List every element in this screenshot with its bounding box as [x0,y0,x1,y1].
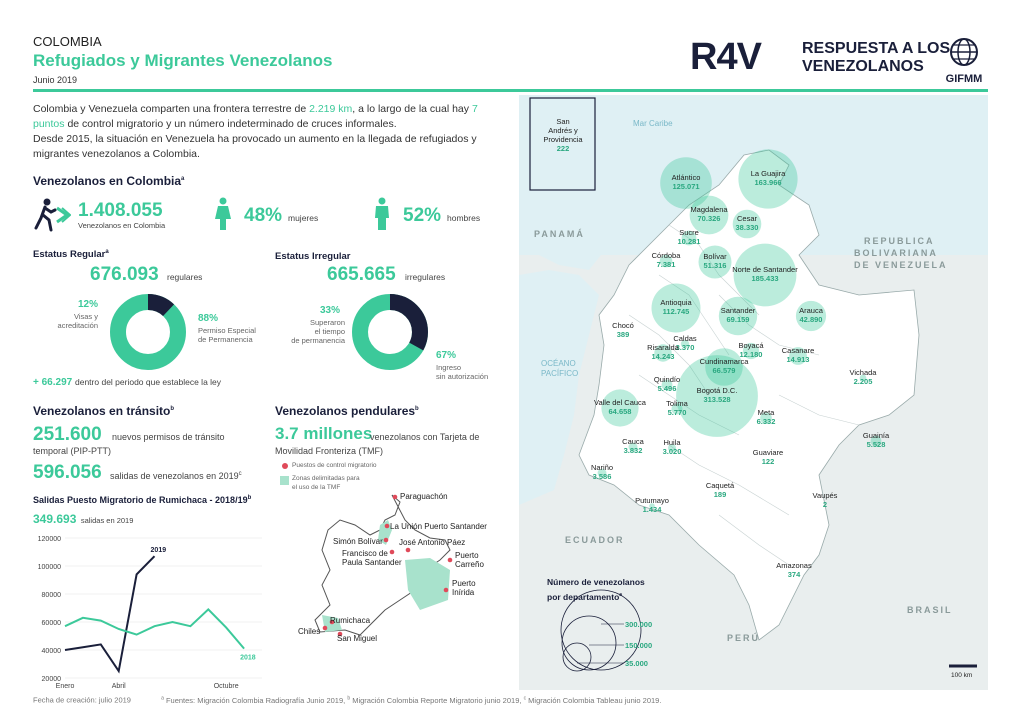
legend-value-large: 300.000 [625,620,653,629]
map-legend-title-a: Número de venezolanos [547,577,645,587]
puerto-carreno-marker [448,558,453,563]
page-title: Refugiados y Migrantes Venezolanos [33,51,333,70]
control-point-legend-label: Puestos de control migratorio [292,462,377,469]
series-line-2019 [65,556,155,671]
dept-value: 5.496 [657,384,677,393]
dept-label [771,306,851,324]
intro-p1-c: de control migratorio y un número indeterminado de cruces informales. [64,118,397,130]
globe-icon [940,36,988,68]
transito-value2-label [110,471,242,481]
dept-value: 51.316 [703,261,727,270]
inset-name1: San [556,117,570,126]
woman-icon [213,197,233,231]
border-mini-map [300,490,500,650]
respuesta-line2: VENEZOLANOS [802,58,924,75]
dept-value: 122 [761,457,775,466]
dept-value: 14.913 [786,355,810,364]
regular-pct-small-label2: acreditación [57,321,98,330]
dept-value: 163.966 [754,178,782,187]
x-tick-label: Octubre [213,683,239,690]
estatus-regular-title-text: Estatus Regular [33,249,106,261]
respuesta-line1: RESPUESTA A LOS [802,40,951,57]
pendulares-value: 3.7 millones [275,424,373,443]
dept-name: Bolívar [703,252,727,261]
place-san-miguel: San Miguel [337,634,378,643]
dept-value: 3.370 [675,343,695,352]
map-legend-title-b: por departamento [547,591,620,602]
dept-value: 313.528 [703,395,731,404]
dept-name: Quindío [653,375,681,384]
intro-p2: Desde 2015, la situación en Venezuela ha provocado un aumento en la llegada de refugiados y migrantes venezolanos a Colombia. [33,133,477,160]
transito-value1-label-b: temporal (PIP-PTT) [33,446,112,456]
regular-pct-small-label1: Visas y [73,312,98,321]
pendulares-title [275,404,419,418]
dept-label [758,346,838,364]
map-legend-title [547,576,645,604]
estatus-regular-sup: a [105,249,109,255]
dept-value: 2 [822,500,828,509]
dept-name: Valle del Cauca [594,398,646,407]
dept-label [728,448,808,466]
dept-name: Cundinamarca [699,357,749,366]
dept-name: La Guajira [750,169,786,178]
place-puerto-carreno-b: Carreño [455,560,484,569]
dept-value: 185.433 [751,274,779,283]
irregular-pct-small-label3: de permanencia [291,336,345,345]
place-jose-antonio-paez: José Antonio Páez [399,538,466,547]
regular-donut-big [118,302,178,362]
rumichaca-line-chart [0,528,275,693]
y-tick-label: 100000 [37,564,61,571]
dept-value: 38.330 [735,223,759,232]
place-puerto-inirida-b: Inírida [452,588,475,597]
women-label: mujeres [288,213,319,223]
pendulares-label-a: venezolanos con Tarjeta de [370,432,480,442]
transito-value2-sup: c [238,471,242,477]
sea-caribe: Mar Caribe [633,119,673,128]
dept-label [836,431,916,449]
place-chiles: Chiles [298,627,321,636]
transito-title [33,404,174,418]
dept-label [680,481,760,499]
country-venezuela-b: BOLIVARIANA [854,248,938,258]
gifmm-logo [940,36,988,85]
regular-extra-label: dentro del periodo que establece la ley [75,377,222,387]
dept-name: Vaupés [812,491,838,500]
y-tick-label: 40000 [41,648,61,655]
regular-value-label: regulares [167,272,203,282]
venezolanos-colombia-title [33,174,184,188]
x-tick-label: Abril [111,683,126,690]
place-simon-bolivar: Simón Bolívar [333,537,383,546]
pendulares-label-b: Movilidad Fronteriza (TMF) [275,446,384,456]
place-union-puerto-santander: La Unión Puerto Santander [390,522,487,531]
dept-value: 7.381 [656,260,676,269]
country-label: COLOMBIA [33,34,102,49]
intro-text [33,102,503,162]
dept-value: 389 [616,330,630,339]
rumichaca-value: 349.693 [33,512,77,526]
place-puerto-inirida-a: Puerto [452,579,476,588]
irregular-pct-big-label2: sin autorización [436,372,489,381]
dept-label [754,561,834,579]
dept-label [649,228,729,246]
dept-label [632,438,712,456]
jose-antonio-paez-marker [406,548,411,553]
intro-p1-a: Colombia y Venezuela comparten una frontera terrestre de [33,103,310,115]
irregular-value-label: irregulares [405,272,446,282]
dept-name: Casanare [781,346,815,355]
regular-pct-big-label1: Permiso Especial [198,326,256,335]
dept-name: Santander [720,306,756,315]
dept-name: Meta [757,408,775,417]
place-puerto-carreno-a: Puerto [455,551,479,560]
footer-source-a: Fuentes: Migración Colombia Radiografía Junio 2019, [165,695,346,705]
dept-name: Guaviare [752,448,784,457]
regular-pct-big-label2: de Permanencia [198,335,253,344]
irregular-pct-small-label2: el tiempo [314,327,345,336]
dept-label [612,496,692,514]
gifmm-text: GIFMM [945,73,983,85]
transito-value1-label-a: nuevos permisos de tránsito [112,432,225,442]
man-icon [372,197,392,231]
dept-name: Tolima [666,399,688,408]
dept-label [698,306,778,324]
total-venezolanos-label: Venezolanos en Colombia [78,221,166,230]
tmf-zone-east [405,558,450,610]
venezolanos-colombia-title-text: Venezolanos en Colombia [33,174,182,188]
control-point-legend-dot [282,463,288,469]
transito-value1: 251.600 [33,424,102,445]
inset-value: 222 [556,144,570,153]
dept-value: 5.770 [667,408,687,417]
map-legend-sup: a [619,592,623,598]
dept-name: Córdoba [651,251,681,260]
dept-value: 70.326 [697,214,721,223]
sea-pacifico-a: OCÉANO [541,359,576,368]
r4v-logo: R4V [690,36,761,78]
sea-pacifico-b: PACÍFICO [541,369,579,378]
inset-name2: Andrés y [548,126,578,135]
tmf-zone-legend-swatch [280,476,289,485]
dept-value: 64.658 [608,407,632,416]
dept-name: Atlántico [671,173,701,182]
dept-label [785,491,865,509]
dept-value: 14.243 [651,352,675,361]
transito-sup: b [170,406,175,412]
rumichaca-title-text: Salidas Puesto Migratorio de Rumichaca - 2018/19 [33,495,248,505]
dept-name: Guainía [862,431,890,440]
place-paula-santander: Paula Santander [342,558,402,567]
dept-label [726,408,806,426]
y-tick-label: 20000 [41,676,61,683]
place-francisco-de: Francisco de [342,549,388,558]
simon-bolivar-marker [384,538,389,543]
footer-sup-b: b [347,695,351,701]
y-tick-label: 120000 [37,536,61,543]
dept-name: Amazonas [776,561,812,570]
y-tick-label: 80000 [41,592,61,599]
series-label-2019: 2019 [150,547,167,555]
irregular-pct-small-label1: Superaron [309,318,345,327]
footer-sup-c: c [523,695,527,701]
dept-name: Vichada [849,368,877,377]
page-date: Junio 2019 [33,75,78,85]
series-label-2018: 2018 [240,654,256,662]
footer [33,695,661,705]
footer-source-c: Migración Colombia Tableau junio 2019. [528,695,662,705]
dept-value: 125.071 [672,182,700,191]
puerto-inirida-marker [444,588,449,593]
colombia-map [519,95,988,690]
dept-name: Arauca [799,306,823,315]
dept-label [823,368,903,386]
chiles-marker [323,626,328,631]
place-rumichaca: Rumichaca [330,616,371,625]
dept-value: 42.890 [799,315,823,324]
footer-date: Fecha de creación: julio 2019 [33,695,131,705]
dept-name: Norte de Santander [732,265,798,274]
regular-extra-value: + 66.297 [33,377,73,388]
dept-name: Nariño [590,463,614,472]
dept-name: Chocó [612,321,634,330]
total-venezolanos: 1.408.055 [78,200,163,221]
dept-value: 12.180 [739,350,763,359]
pendulares-sup: b [415,406,419,412]
dept-value: 66.579 [712,366,736,375]
dept-name: Sucre [679,228,699,237]
rumichaca-title [33,495,251,505]
dept-name: Caldas [673,334,697,343]
x-tick-label: Enero [55,683,75,690]
irregular-value: 665.665 [327,264,396,285]
regular-donut-chart [108,292,188,372]
dept-name: Antioquia [660,298,692,307]
dept-value: 374 [787,570,801,579]
dept-value: 2.205 [853,377,873,386]
place-paraguachon: Paraguachón [400,492,448,501]
scale-label: 100 km [951,672,973,679]
dept-name: Putumayo [635,496,669,505]
rumichaca-sup: b [247,495,252,501]
dept-name: Caquetá [705,481,735,490]
series-line-2018 [65,609,244,648]
pendulares-title-text: Venezolanos pendulares [275,404,416,418]
dept-label [637,399,717,417]
intro-p1-b: , a lo largo de la cual hay [352,103,472,115]
dept-value: 112.745 [662,307,690,316]
walking-person-icon [33,198,71,232]
men-pct: 52% [403,205,442,226]
dept-label [562,463,642,481]
footer-source-b: Migración Colombia Reporte Migratorio junio 2019, [352,695,522,705]
irregular-donut-chart [350,292,430,372]
intro-km: 2.219 km [309,103,353,115]
irregular-pct-small: 33% [320,305,341,316]
regular-pct-small: 12% [78,299,99,310]
regular-value: 676.093 [90,264,159,285]
dept-value: 5.528 [866,440,886,449]
rumichaca-value-label: salidas en 2019 [80,516,134,525]
dept-value: 6.332 [756,417,776,426]
paraguachon-marker [393,495,398,500]
dept-label [646,173,726,191]
dept-value: 3.586 [592,472,612,481]
y-tick-label: 60000 [41,620,61,627]
dept-value: 10.281 [677,237,701,246]
union-puerto-santander-marker [385,524,390,529]
regular-extra [33,377,221,388]
dept-value: 69.159 [726,315,750,324]
dept-name: Boyacá [738,341,764,350]
dept-value: 189 [713,490,727,499]
venezolanos-colombia-sup: a [181,176,185,182]
dept-value: 3.020 [662,447,682,456]
tmf-zone-legend-label-b: el uso de la TMF [292,484,341,491]
dept-name: Magdalena [690,205,728,214]
tmf-zone-legend-label-a: Zonas delimitadas para [292,475,360,482]
inset-name3: Providencia [543,135,583,144]
dept-name: Risaralda [647,343,679,352]
dept-label [728,169,808,187]
estatus-irregular-title: Estatus Irregular [275,251,351,262]
transito-value2: 596.056 [33,462,102,483]
dept-name: Bogotá D.C. [696,386,738,395]
country-ecuador: ECUADOR [565,535,625,545]
estatus-regular-title [33,249,109,260]
country-brasil: BRASIL [907,605,953,615]
dept-value: 1.434 [642,505,662,514]
women-pct: 48% [244,205,283,226]
legend-value-small: 35.000 [625,659,648,668]
dept-name: Cesar [736,214,757,223]
dept-value: 3.832 [623,446,643,455]
transito-value2-label-text: salidas de venezolanos en 2019 [110,471,239,481]
respuesta-logo [802,40,950,76]
dept-name: Cauca [622,437,644,446]
header-divider [33,89,988,92]
country-venezuela-a: REPUBLICA [864,236,935,246]
dept-label [725,265,805,283]
intro-points: 7 puntos [33,103,478,130]
regular-pct-big: 88% [198,313,219,324]
men-label: hombres [447,213,481,223]
dept-label [684,357,764,375]
dept-name: Huila [663,438,681,447]
francisco-paula-santander-marker [390,550,395,555]
footer-sup-a: a [161,695,164,701]
irregular-pct-big-label1: Ingreso [436,363,462,372]
rumichaca-summary [33,510,133,528]
inset-name [533,117,593,153]
country-peru: PERÚ [727,633,761,643]
country-panama: PANAMÁ [534,229,585,239]
legend-value-medium: 150.000 [625,641,653,650]
irregular-pct-big: 67% [436,350,457,361]
transito-title-text: Venezolanos en tránsito [33,404,171,418]
country-venezuela-c: DE VENEZUELA [854,260,948,270]
